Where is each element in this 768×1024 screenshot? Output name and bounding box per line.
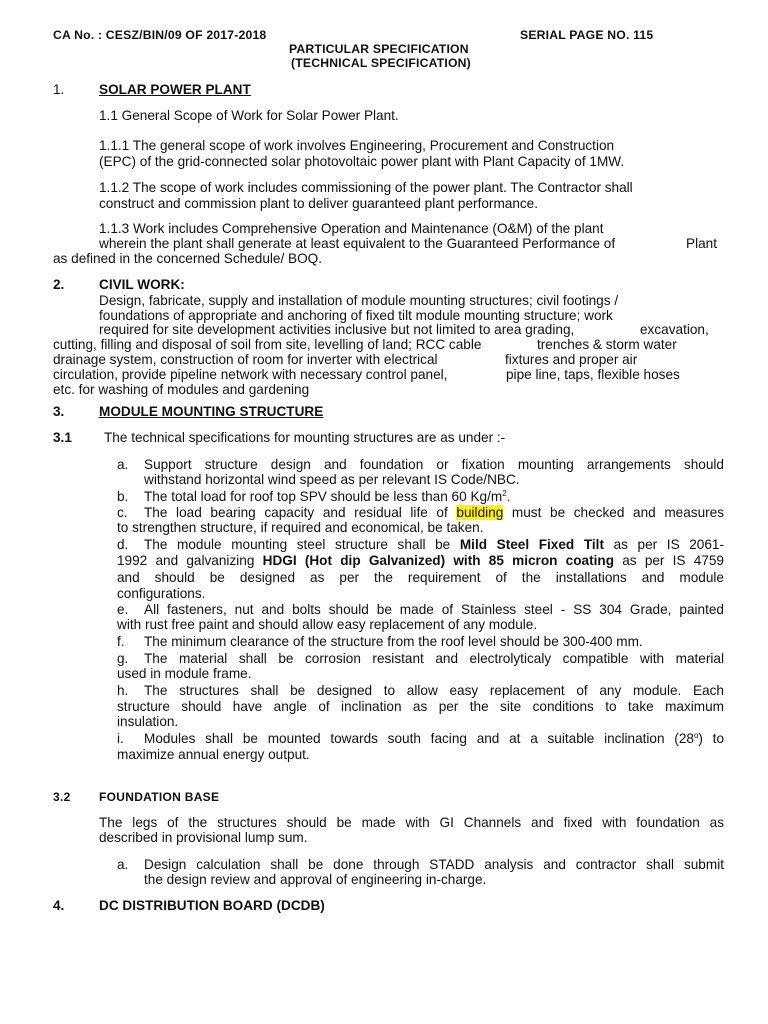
section-1-1-1-line2: (EPC) of the grid-connected solar photovoltaic power plant with Plant Capacity of 1MW. bbox=[99, 154, 625, 169]
foundation-item-a-line2: the design review and approval of engineering in-charge. bbox=[144, 872, 487, 887]
section-1-1-2-line1: 1.1.2 The scope of work includes commissioning of the power plant. The Contractor shall bbox=[99, 180, 633, 195]
item-h-line1: The structures shall be designed to allow easy replacement of any module. Each bbox=[144, 683, 724, 698]
section-3-1-text: The technical specifications for mounting structures are as under :- bbox=[104, 430, 506, 445]
section-1-1-2-line2: construct and commission plant to deliver guaranteed plant performance. bbox=[99, 196, 539, 211]
section-3-heading: MODULE MOUNTING STRUCTURE bbox=[99, 404, 324, 419]
item-e-line2: with rust free paint and should allow easy replacement of any module. bbox=[117, 617, 538, 632]
item-d-line3: and should be designed as per the requirement of the installations and module bbox=[117, 570, 724, 585]
section-4-number: 4. bbox=[53, 898, 65, 913]
section-2-number: 2. bbox=[53, 277, 65, 292]
item-h-line2: structure should have angle of inclination as per the site conditions to take maximum bbox=[117, 699, 724, 714]
section-4-heading: DC DISTRIBUTION BOARD (DCDB) bbox=[99, 898, 325, 913]
section-1-number: 1. bbox=[53, 82, 65, 97]
section-3-2-heading: FOUNDATION BASE bbox=[99, 790, 220, 804]
foundation-item-a-line1: Design calculation shall be done through STADD analysis and contractor shall submit bbox=[144, 857, 724, 872]
item-g-line1: The material shall be corrosion resistant and electrolyticaly compatible with material bbox=[144, 651, 724, 666]
item-d-line2: 1992 and galvanizing HDGI (Hot dip Galvanized) with 85 micron coating as per IS 4759 bbox=[117, 553, 724, 568]
civil-work-line3b: excavation, bbox=[640, 322, 709, 337]
item-a-line1: Support structure design and foundation or fixation mounting arrangements should bbox=[144, 457, 724, 472]
document-title: PARTICULAR SPECIFICATION bbox=[289, 42, 469, 56]
item-c-line1: The load bearing capacity and residual life of building must be checked and measures bbox=[144, 505, 725, 520]
section-3-2-number: 3.2 bbox=[53, 790, 71, 804]
document-subtitle: (TECHNICAL SPECIFICATION) bbox=[291, 56, 471, 70]
serial-page-number: SERIAL PAGE NO. 115 bbox=[520, 28, 654, 42]
item-i-line2: maximize annual energy output. bbox=[117, 747, 310, 762]
civil-work-line4b: trenches & storm water bbox=[537, 337, 677, 352]
civil-work-line5b: fixtures and proper air bbox=[505, 352, 638, 367]
item-d-line1: The module mounting steel structure shall be Mild Steel Fixed Tilt as per IS 2061- bbox=[144, 537, 725, 552]
foundation-base-line1: The legs of the structures should be made with GI Channels and fixed with foundation as bbox=[99, 815, 724, 830]
item-i-label: i. bbox=[117, 731, 124, 746]
section-2-heading: CIVIL WORK: bbox=[99, 277, 185, 292]
section-1-1-1-line1: 1.1.1 The general scope of work involves Engineering, Procurement and Construction bbox=[99, 138, 615, 153]
item-c-label: c. bbox=[117, 505, 128, 520]
section-1-1-3-line2b: Plant bbox=[686, 236, 717, 251]
item-d-label: d. bbox=[117, 537, 129, 552]
civil-work-line6b: pipe line, taps, flexible hoses bbox=[506, 367, 680, 382]
item-f-text: The minimum clearance of the structure from the roof level should be 300-400 mm. bbox=[144, 634, 643, 649]
item-e-label: e. bbox=[117, 602, 129, 617]
civil-work-line3a: required for site development activities inclusive but not limited to area grading, bbox=[99, 322, 575, 337]
item-h-line3: insulation. bbox=[117, 714, 179, 729]
item-e-line1: All fasteners, nut and bolts should be made of Stainless steel - SS 304 Grade, painted bbox=[144, 602, 724, 617]
item-g-label: g. bbox=[117, 651, 129, 666]
item-f-label: f. bbox=[117, 634, 125, 649]
section-1-1-3-line3: as defined in the concerned Schedule/ BOQ. bbox=[53, 251, 323, 266]
civil-work-line1: Design, fabricate, supply and installation of module mounting structures; civil footings / bbox=[99, 293, 619, 308]
item-b-text: The total load for roof top SPV should be less than 60 $Kg/m^2$. bbox=[144, 489, 511, 504]
section-3-number: 3. bbox=[53, 404, 65, 419]
highlighted-word: building bbox=[456, 505, 504, 520]
foundation-base-line2: described in provisional lump sum. bbox=[99, 830, 308, 845]
civil-work-line5a: drainage system, construction of room for inverter with electrical bbox=[53, 352, 438, 367]
item-g-line2: used in module frame. bbox=[117, 666, 252, 681]
contract-number: CA No. : CESZ/BIN/09 OF 2017-2018 bbox=[53, 28, 267, 42]
civil-work-line7: etc. for washing of modules and gardening bbox=[53, 382, 310, 397]
item-h-label: h. bbox=[117, 683, 129, 698]
section-1-1-text: 1.1 General Scope of Work for Solar Power Plant. bbox=[99, 108, 399, 123]
item-d-line4: configurations. bbox=[117, 586, 206, 601]
item-c-line2: to strengthen structure, if required and economical, be taken. bbox=[117, 520, 484, 535]
section-1-1-3-line2a: wherein the plant shall generate at least equivalent to the Guaranteed Performance of bbox=[99, 236, 616, 251]
civil-work-line2: foundations of appropriate and anchoring of fixed tilt module mounting structure; work bbox=[99, 308, 613, 323]
item-i-line1: Modules shall be mounted towards south facing and at a suitable inclination (28$^o$) to bbox=[144, 731, 725, 746]
item-a-line2: withstand horizontal wind speed as per relevant IS Code/NBC. bbox=[144, 472, 520, 487]
foundation-item-a-label: a. bbox=[117, 857, 129, 872]
civil-work-line4a: cutting, filling and disposal of soil from site, levelling of land; RCC cable bbox=[53, 337, 482, 352]
section-1-1-3-line1: 1.1.3 Work includes Comprehensive Operation and Maintenance (O&M) of the plant bbox=[99, 221, 604, 236]
section-3-1-number: 3.1 bbox=[53, 430, 72, 445]
civil-work-line6a: circulation, provide pipeline network with necessary control panel, bbox=[53, 367, 448, 382]
item-b-label: b. bbox=[117, 489, 129, 504]
item-a-label: a. bbox=[117, 457, 129, 472]
section-1-heading: SOLAR POWER PLANT bbox=[99, 82, 251, 97]
